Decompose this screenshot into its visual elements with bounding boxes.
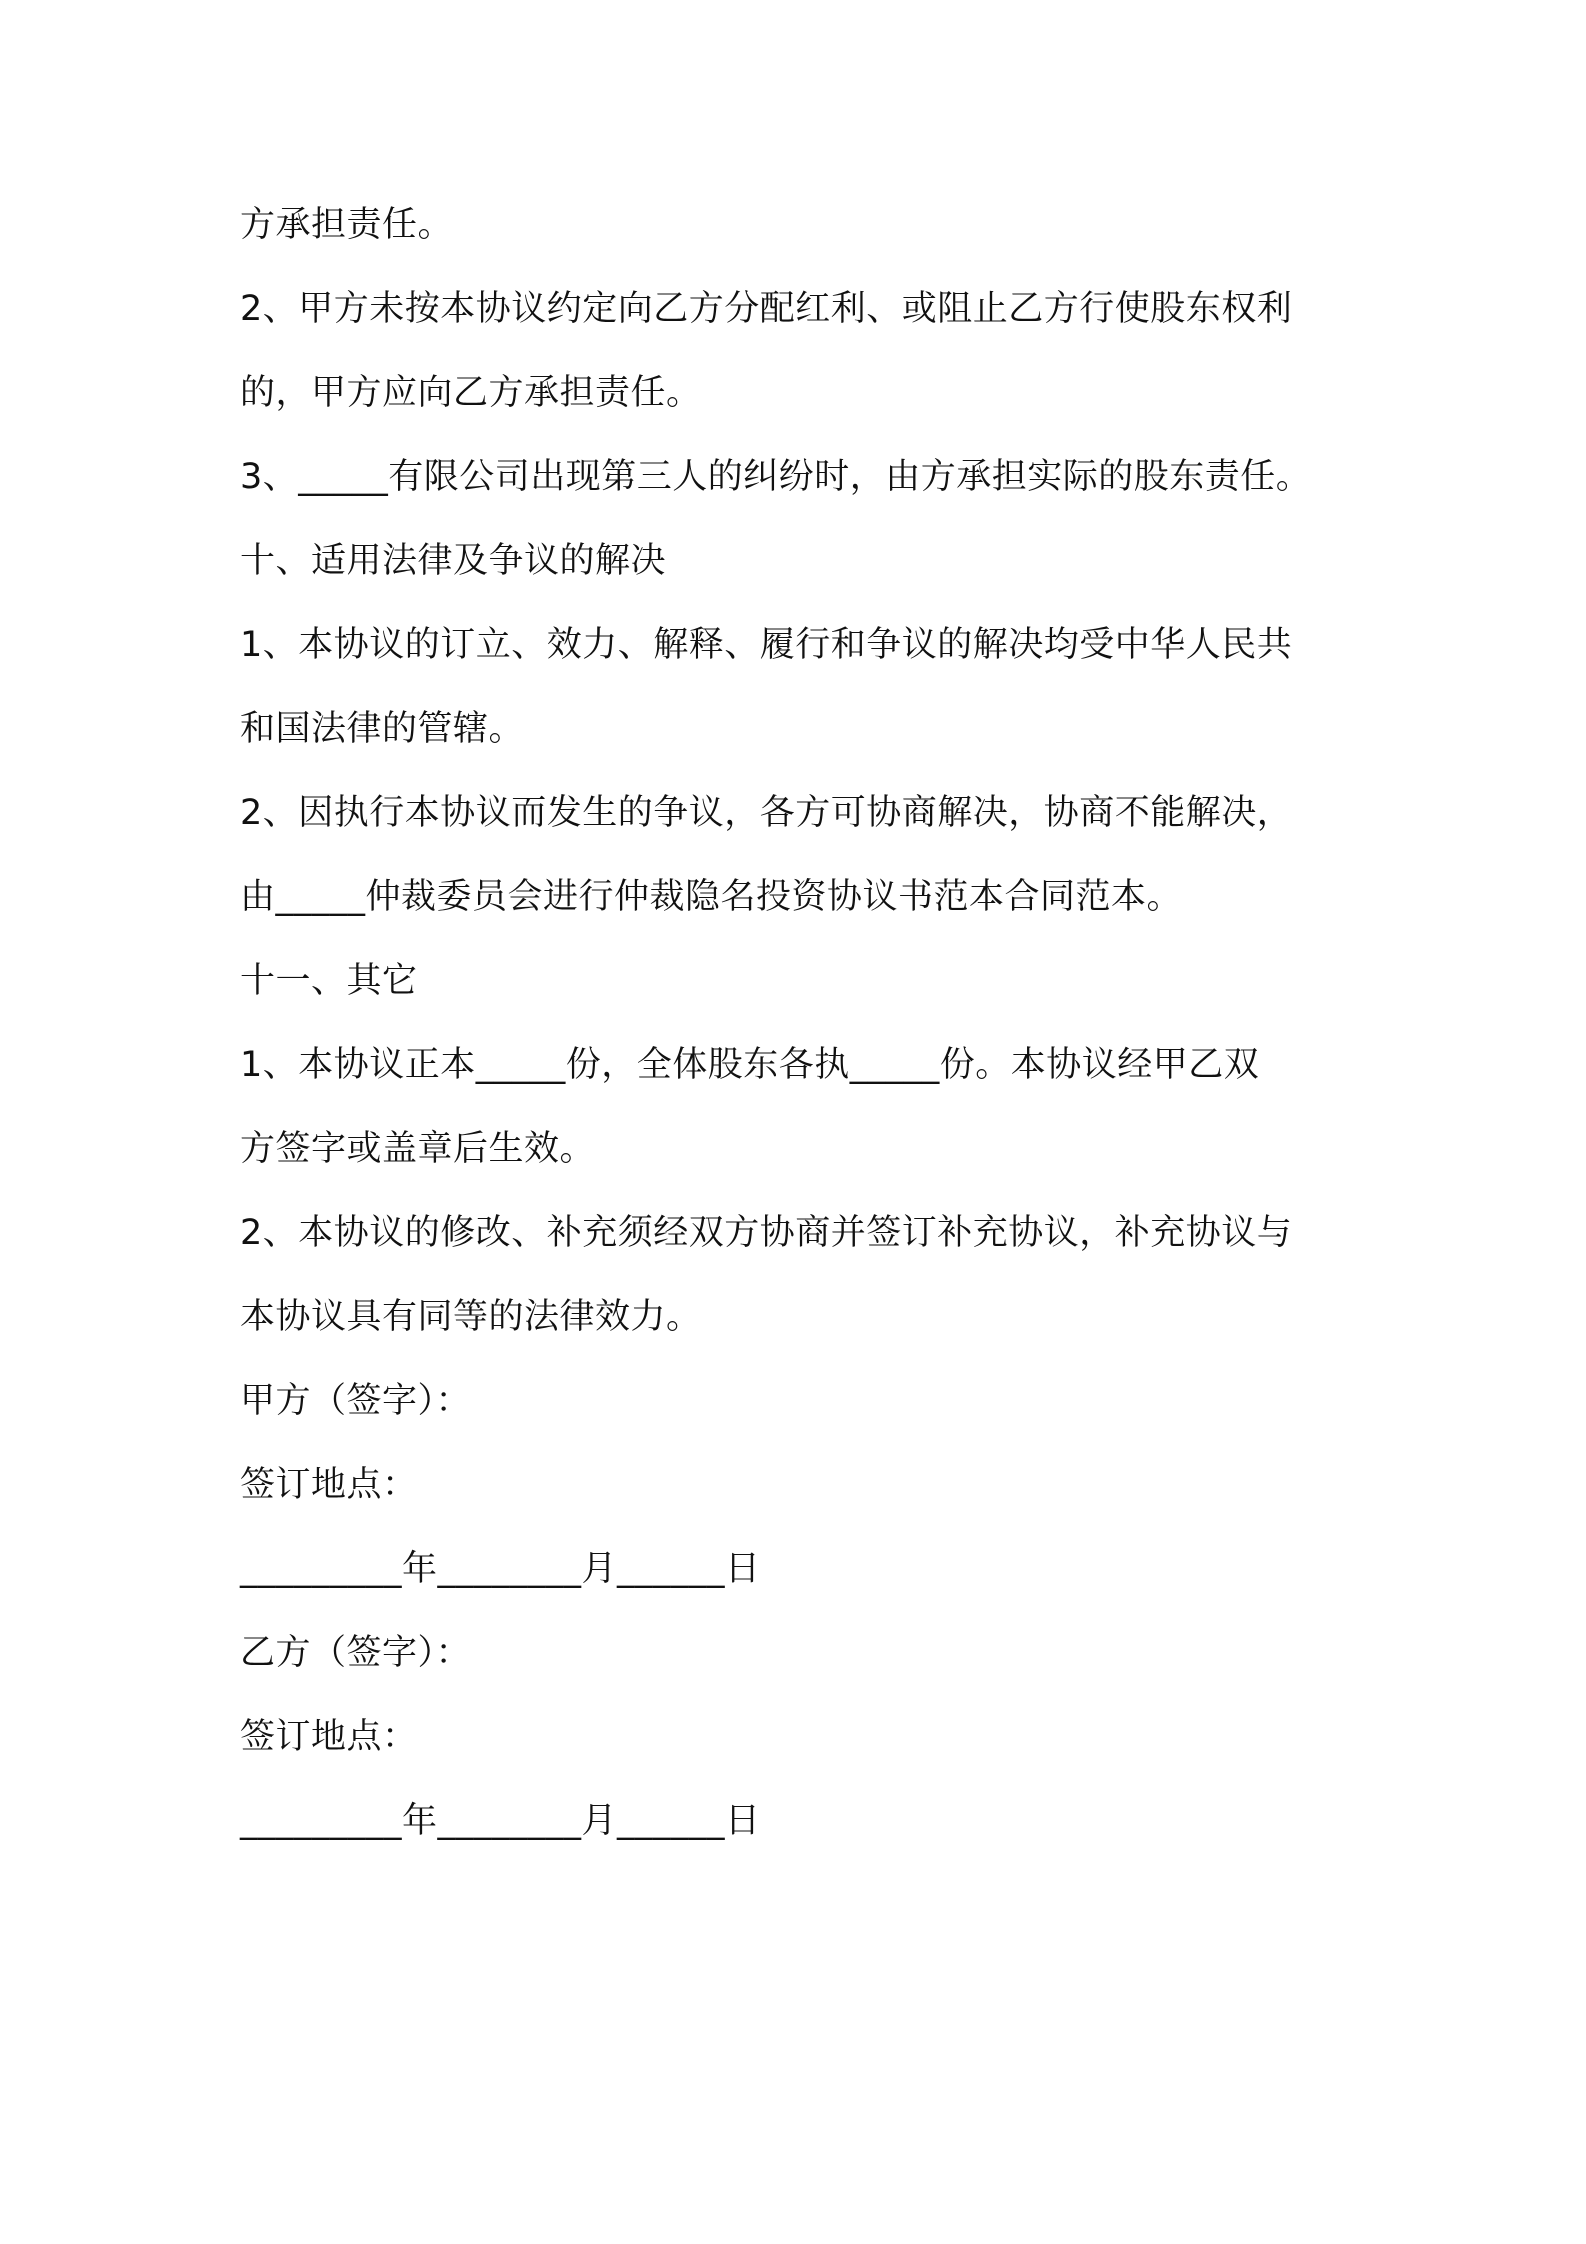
paragraph-line: 2、本协议的修改、补充须经双方协商并签订补充协议，补充协议与 bbox=[240, 1213, 1293, 1253]
paragraph-line: 本协议具有同等的法律效力。 bbox=[240, 1297, 702, 1337]
paragraph-line: 3、_____有限公司出现第三人的纠纷时，由方承担实际的股东责任。 bbox=[240, 457, 1312, 497]
paragraph-line: 方签字或盖章后生效。 bbox=[240, 1129, 596, 1169]
paragraph-line: 1、本协议正本_____份，全体股东各执_____份。本协议经甲乙双 bbox=[240, 1045, 1260, 1085]
paragraph-line: 2、甲方未按本协议约定向乙方分配红利、或阻止乙方行使股东权利 bbox=[240, 289, 1293, 329]
party-b-date-line: _________年________月______日 bbox=[240, 1801, 761, 1841]
section-heading: 十一、其它 bbox=[240, 961, 418, 1001]
party-a-signature-label: 甲方（签字）： bbox=[240, 1381, 472, 1421]
section-heading: 十、适用法律及争议的解决 bbox=[240, 541, 667, 581]
party-a-date-line: _________年________月______日 bbox=[240, 1549, 761, 1589]
party-a-signing-place-label: 签订地点： bbox=[240, 1465, 418, 1505]
paragraph-line: 由_____仲裁委员会进行仲裁隐名投资协议书范本合同范本。 bbox=[240, 877, 1183, 917]
paragraph-line: 和国法律的管辖。 bbox=[240, 709, 525, 749]
paragraph-line: 方承担责任。 bbox=[240, 205, 454, 245]
paragraph-line: 1、本协议的订立、效力、解释、履行和争议的解决均受中华人民共 bbox=[240, 625, 1293, 665]
paragraph-line: 2、因执行本协议而发生的争议，各方可协商解决，协商不能解决， bbox=[240, 793, 1293, 833]
party-b-signature-label: 乙方（签字）： bbox=[240, 1633, 472, 1673]
party-b-signing-place-label: 签订地点： bbox=[240, 1717, 418, 1757]
paragraph-line: 的，甲方应向乙方承担责任。 bbox=[240, 373, 702, 413]
